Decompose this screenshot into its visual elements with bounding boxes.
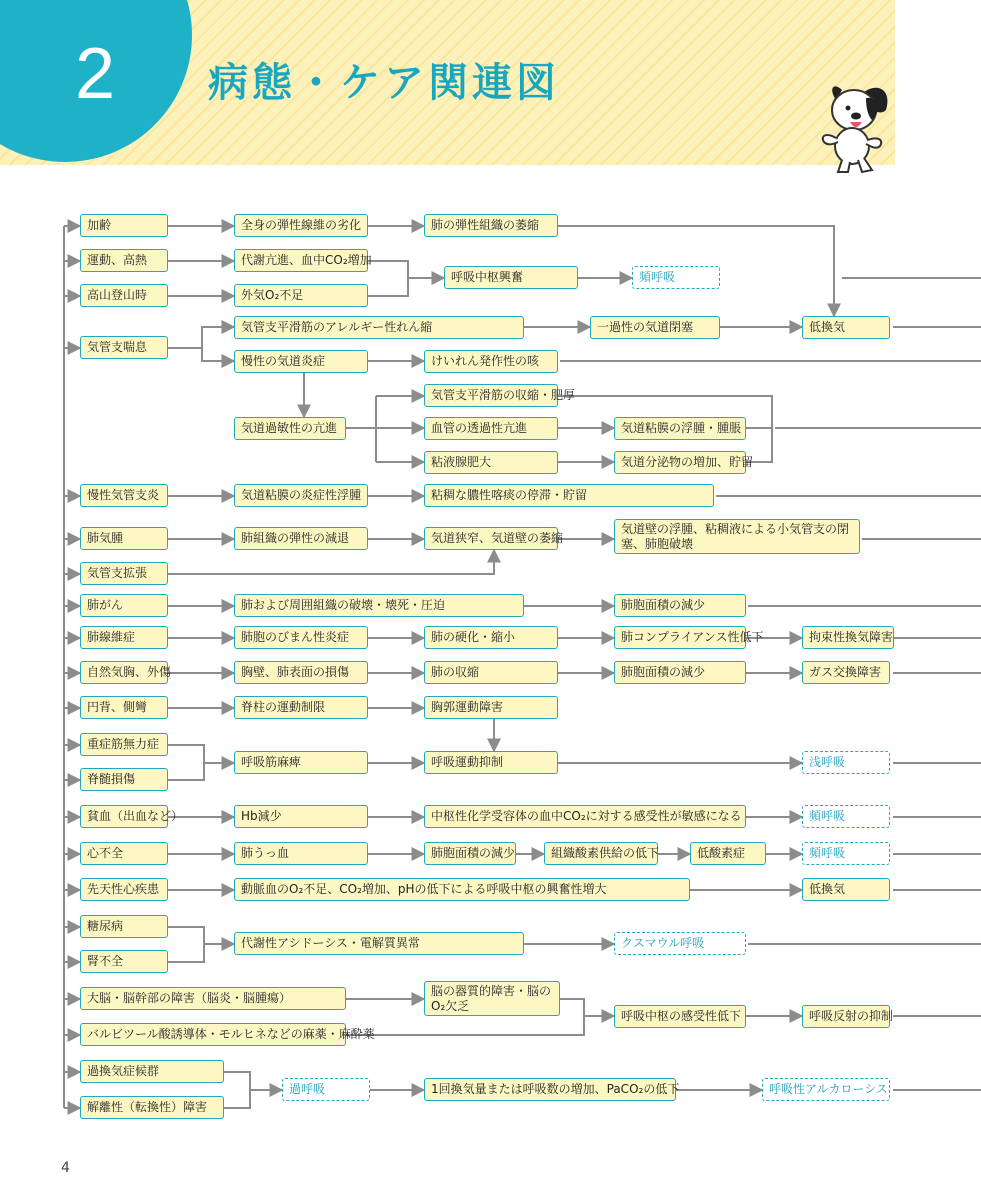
node-mucosal-edema: 気道粘膜の炎症性浮腫: [234, 484, 368, 507]
node-sensitivity-decline: 呼吸中枢の感受性低下: [614, 1005, 746, 1028]
node-myasthenia: 重症筋無力症: [80, 733, 168, 756]
node-alveolar-area-3: 肺胞面積の減少: [424, 842, 516, 865]
node-aging: 加齢: [80, 214, 168, 237]
node-pulmonary-fibrosis: 肺線維症: [80, 626, 168, 649]
node-hb-decrease: Hb減少: [234, 805, 368, 828]
node-diabetes: 糖尿病: [80, 915, 168, 938]
node-resp-muscle-paralysis: 呼吸筋麻痺: [234, 751, 368, 774]
node-resp-movement-suppression: 呼吸運動抑制: [424, 751, 558, 774]
node-pneumothorax: 自然気胸、外傷: [80, 661, 168, 684]
node-congenital-heart: 先天性心疾患: [80, 878, 168, 901]
node-allergic-spasm: 気管支平滑筋のアレルギー性れん縮: [234, 316, 524, 339]
node-bronchiole-obstruction: 気道壁の浮腫、粘稠液による小気管支の閉塞、肺胞破壊: [614, 519, 860, 554]
node-smooth-muscle: 気管支平滑筋の収縮・肥厚: [424, 384, 558, 407]
node-resp-center-excitation: 呼吸中枢興奮: [444, 266, 578, 289]
connector-68: [168, 550, 494, 574]
node-brain-disorder: 大脳・脳幹部の障害（脳炎・脳腫瘍）: [80, 987, 346, 1010]
node-anemia: 貧血（出血など）: [80, 805, 168, 828]
node-alveolar-area-2: 肺胞面積の減少: [614, 661, 746, 684]
node-emphysema: 肺気腫: [80, 527, 168, 550]
node-tachypnea-2: 頻呼吸: [802, 805, 890, 828]
connector-96: [168, 927, 204, 962]
node-tachypnea-1: 頻呼吸: [632, 266, 720, 289]
node-metabolic-acidosis: 代謝性アシドーシス・電解質異常: [234, 932, 524, 955]
connector-45: [368, 261, 408, 296]
node-hypoventilation-1: 低換気: [802, 316, 890, 339]
page-title: 病態・ケア関連図: [208, 60, 560, 106]
node-vascular-permeability: 血管の透過性亢進: [424, 417, 558, 440]
node-barbiturate: バルビツール酸誘導体・モルヒネなどの麻薬・麻酔薬: [80, 1023, 346, 1046]
connector-82: [168, 745, 204, 780]
node-elastic-fiber: 全身の弾性線維の劣化: [234, 214, 368, 237]
node-lung-cancer: 肺がん: [80, 594, 168, 617]
node-spine-limit: 脊柱の運動制限: [234, 696, 368, 719]
chapter-number: 2: [74, 34, 116, 114]
node-chronic-inflammation: 慢性の気道炎症: [234, 350, 368, 373]
node-secretion-increase: 気道分泌物の増加、貯留: [614, 451, 746, 474]
node-metabolism: 代謝亢進、血中CO₂増加: [234, 249, 368, 272]
connector-48: [168, 327, 234, 348]
node-spasmodic-cough: けいれん発作性の咳: [424, 350, 558, 373]
node-hypoventilation-2: 低換気: [802, 878, 890, 901]
node-shallow-breathing: 浅呼吸: [802, 751, 890, 774]
node-transient-obstruction: 一過性の気道閉塞: [590, 316, 720, 339]
node-compliance-decline: 肺コンプライアンス性低下: [614, 626, 746, 649]
node-hyperpnea: 過呼吸: [282, 1078, 370, 1101]
node-mucous-gland: 粘液腺肥大: [424, 451, 558, 474]
connector-103: [224, 1072, 250, 1108]
node-airway-narrowing: 気道狭窄、気道壁の萎縮: [424, 527, 558, 550]
node-low-o2: 外気O₂不足: [234, 284, 368, 307]
node-arterial-o2: 動脈血のO₂不足、CO₂増加、pHの低下による呼吸中枢の興奮性増大: [234, 878, 690, 901]
node-tissue-o2: 組織酸素供給の低下: [544, 842, 658, 865]
node-kyphosis: 円背、側彎: [80, 696, 168, 719]
node-lung-collapse: 肺の収縮: [424, 661, 558, 684]
node-high-altitude: 高山登山時: [80, 284, 168, 307]
node-lung-hardening: 肺の硬化・縮小: [424, 626, 558, 649]
node-brain-o2: 脳の器質的障害・脳のO₂欠乏: [424, 981, 560, 1016]
node-chest-injury: 胸壁、肺表面の損傷: [234, 661, 368, 684]
node-lung-elastic-atrophy: 肺の弾性組織の萎縮: [424, 214, 558, 237]
node-kussmaul: クスマウル呼吸: [614, 932, 746, 955]
connector-100: [346, 1016, 584, 1035]
node-alveolar-area-1: 肺胞面積の減少: [614, 594, 746, 617]
node-chronic-bronchitis: 慢性気管支炎: [80, 484, 168, 507]
node-tachypnea-3: 頻呼吸: [802, 842, 890, 865]
node-restrictive: 拘束性換気障害: [802, 626, 894, 649]
node-hypoxia: 低酸素症: [690, 842, 766, 865]
node-dissociative: 解離性（転換性）障害: [80, 1096, 224, 1119]
node-spinal-injury: 脊髄損傷: [80, 768, 168, 791]
node-exercise-fever: 運動、高熱: [80, 249, 168, 272]
node-hyperresponsiveness: 気道過敏性の亢進: [234, 417, 346, 440]
node-elasticity-loss: 肺組織の弾性の減退: [234, 527, 368, 550]
connector-101: [560, 999, 614, 1016]
node-bronchiectasis: 気管支拡張: [80, 562, 168, 585]
node-resp-alkalosis: 呼吸性アルカローシス: [762, 1078, 890, 1101]
node-tidal-volume: 1回換気量または呼吸数の増加、PaCO₂の低下: [424, 1078, 676, 1101]
node-pulmonary-congestion: 肺うっ血: [234, 842, 368, 865]
node-heart-failure: 心不全: [80, 842, 168, 865]
node-mucosal-swelling: 気道粘膜の浮腫・腫脹: [614, 417, 746, 440]
page-number: 4: [61, 1160, 70, 1176]
node-chemoreceptor: 中枢性化学受容体の血中CO₂に対する感受性が敏感になる: [424, 805, 746, 828]
node-diffuse-inflammation: 肺胞のびまん性炎症: [234, 626, 368, 649]
node-asthma: 気管支喘息: [80, 336, 168, 359]
node-gas-exchange: ガス交換障害: [802, 661, 890, 684]
node-hyperventilation-syndrome: 過換気症候群: [80, 1060, 224, 1083]
node-reflex-suppression: 呼吸反射の抑制: [802, 1005, 890, 1028]
node-thorax-movement: 胸郭運動障害: [424, 696, 558, 719]
node-viscous-sputum: 粘稠な膿性喀痰の停滞・貯留: [424, 484, 714, 507]
node-renal-failure: 腎不全: [80, 950, 168, 973]
connector-49: [202, 348, 234, 361]
node-tissue-destruction: 肺および周囲組織の破壊・壊死・圧迫: [234, 594, 524, 617]
